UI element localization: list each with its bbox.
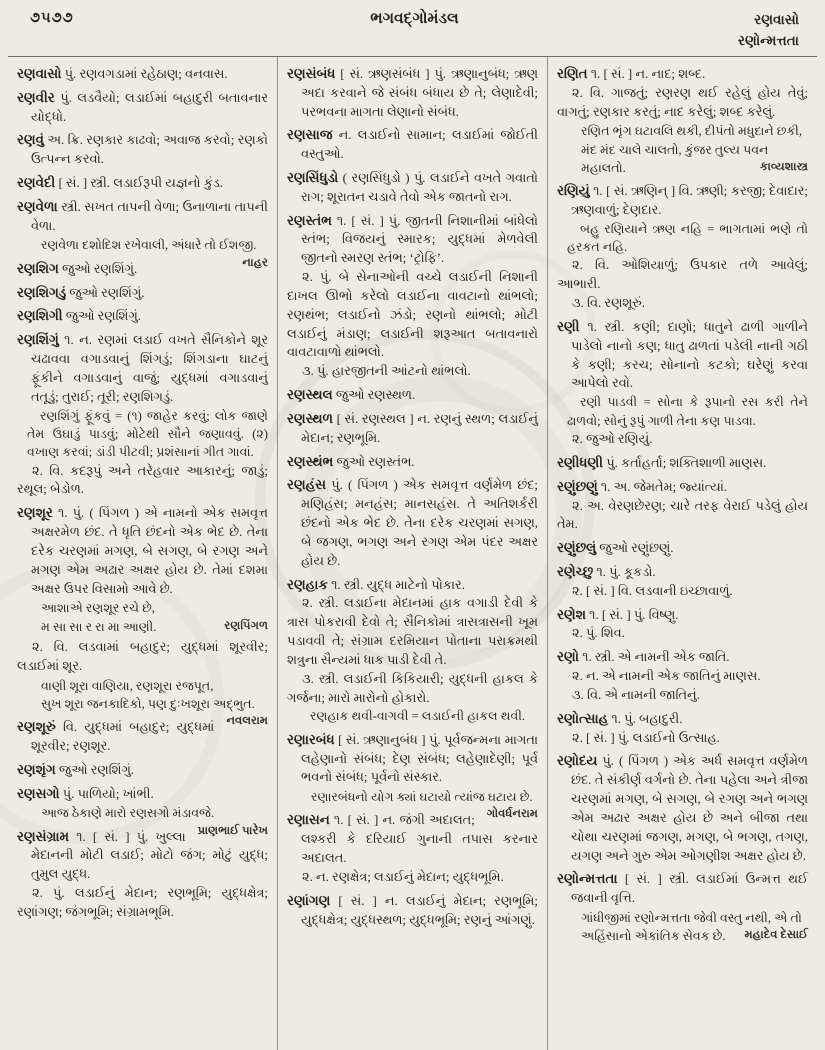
dictionary-entry [17,64,268,84]
entry-sense: ૨. અ. વેરણછેરણ; ચારે તરફ વેરાઈ પડેલું હોય તેમ. [557,498,808,532]
columns-container [8,57,817,1050]
entry-definition: રણહાક ૧. સ્ત્રી. યુદ્ધ માટેનો પોકાર. [287,576,465,592]
entry-headword: રણી [557,318,580,334]
entry-sense: ૨. વિ. કદરૂપું અને તરેહવાર આકારનું; જાડું; રથૂલ; બેડોળ. [17,463,268,497]
entry-headword: રણાસન [287,812,330,828]
page-number: ૭૫૭૭ [30,10,74,26]
dictionary-entry [557,64,808,177]
entry-sense: ૨. સ્ત્રી. લડાઈના મેદાનમાં હાક વગાડી દેવી કે ત્રાસ પોકરાવી દેવો તે; સૈનિકોમાં ત્રાસત્રાસની ખૂમ પડાવવી તે; સંગ્રામ દરમિયાન પોતાના પરાક્રમથી શત્રુના સૈન્યમાં ધાક પાડી દેવી તે. [287,596,538,667]
entry-headword: રણસ્થલ [287,387,333,403]
dictionary-entry [17,283,268,303]
entry-sense: ૩. પું. હારજીતની આંટનો થાંભલો. [302,364,471,379]
quote-attribution: નાહર [242,255,268,269]
entry-definition: રણસિંધુડો ( રણસિંધુડો ) પું. લડાઈને વખતે ગવાતો રાગ; શૂરાતન ચડાવે તેવો એક જાતનો રાગ. [287,169,538,204]
entry-definition: રણિત ૧. [ સં. ] ન. નાદ; શબ્દ. [557,65,706,81]
entry-headword: રણશિંગું [17,332,59,348]
entry-sense: ૨. વિ. ગાજતું; રણરણ થઈ રહેલું હોય તેવું; વાગતું; રણકાર કરતું; નાદ કરેલું; શબ્દ કરેલું. [557,85,808,119]
entry-headword: રણુંછણું [557,478,598,494]
entry-definition: રણી ૧. સ્ત્રી. કણી; દાણો; ધાતુને ઢાળી ગાળીને પાડેલો નાનો કણ; ધાતુ ઢાળતાં પડેલી નાની ગઠી કે કણી; કરચ; સોનાનો કટકો; ઘરેણું કરવા આપેલો રવો. [557,318,808,391]
entry-headword: રણોત્સાહ [557,710,609,726]
entry-definition: રણાસન ૧. [ સં. ] ન. જંગી અદાલત; લશ્કરી કે દરિયાઈ ગુનાની તપાસ કરનાર અદાલત. [287,812,538,866]
quote-line: મ સા સા ર રા મા આણી. રણપિંગળ [41,618,268,634]
quote-line: રણારબંધનો યોગ ક્યાં ઘટાયો ત્યાંજ ઘટાય છે. ગોવર્ધનરામ [311,788,538,806]
entry-definition: રણવું અ. ક્રિ. રણકાર કાઢવો; અવાજ કરવો; રણકો ઉત્પન્ન કરવો. [17,132,268,167]
quote-attribution: નવલરામ [226,714,268,728]
dictionary-entry [287,475,538,570]
dictionary-entry [557,453,808,473]
quote-attribution: રણપિંગળ [224,618,268,632]
quote-line: આશાએ રણશૂર રચે છે, [41,601,155,616]
entry-definition: રણોદય પું. ( પિંગળ ) એક અર્ધ સમવૃત્ત વર્ણમેળ છંદ. તે સંકીર્ણ વર્ગનો છે. તેના પહેલા અને ત્રીજા ચરણમાં મગણ, બે સગણ, બે રગણ અને ભગણ એમ અઢાર અક્ષર હોય છે અને બીજા તથા ચોથા ચરણમાં જગણ, મગણ, બે ભગણ, તગણ, યગણ અને ગુરુ એમ ઓગણીશ અક્ષર હોય છે. [557,753,808,863]
dictionary-entry [557,181,808,313]
dictionary-entry [287,64,538,121]
dictionary-entry [17,330,268,499]
entry-headword: રણેશ [557,606,586,622]
entry-sense: ૨. ન. એ નામની એક જાતિનું માણસ. [572,669,761,684]
guide-word-first: રણવાસો [754,12,799,27]
entry-definition: રણહંસ પું. ( પિંગળ ) એક સમવૃત્ત વર્ણમેળ છંદ; મણિહંસ; મનહંસ; માનસહંસ. તે અતિશર્કરી છંદનો એક ભેદ છે. તેના દરેક ચરણમાં સગણ, બે જગણ, ભગણ અને રગણ એમ પંદર અક્ષર હોય છે. [287,477,538,568]
column-1 [8,57,277,1050]
entry-headword: રણવેદી [17,174,56,190]
entry-headword: રણહાક [287,576,328,592]
dictionary-entry [287,409,538,448]
dictionary-entry [557,647,808,704]
page-header [8,6,817,57]
entry-sense: ૨. પું. બે સેનાઓની વચ્ચે લડાઈની નિશાની દાખલ ઊભો કરેલો લડાઈના વાવટાનો થાંભલો; રણથંભ; લડાઈનો ઝંડો; રણનો થાંભલો; મોટી લડાઈનું મંડાણ; લડાઈની શરૂઆત બતાવનારો વાવટાવાળો થાંભલો. [287,270,538,360]
quote-attribution: કાવ્યશાસ્ત્ર [759,159,808,173]
entry-definition: રણસંબંધ [ સં. ઋણસંબંધ ] પું. ઋણાનુબંધ; ઋણ અદા કરવાને જે સંબંધ બંધાય છે તે; લેણાદેવી; પરભવના માગતા લેણાનો સંબંધ. [287,65,538,119]
entry-sense: ૩. વિ. એ નામની જાતિનું. [572,687,700,702]
entry-definition: રણવેદી [ સં. ] સ્ત્રી. લડાઈરૂપી યજ્ઞનો કુંડ. [17,174,224,190]
dictionary-entry [557,709,808,748]
entry-quote [17,599,268,636]
entry-headword: રણસ્થંભ [287,453,334,469]
entry-definition: રણારબંધ [ સં. ઋણાનુબંધ ] પું. પૂર્વજન્મના માગતા લહેણાનો સંબંધ; દેણ સંબંધ; લહેણાદેણી; પૂર્વ ભવનો સંબંધ; પૂર્વનો સંસ્કાર. [287,731,538,785]
dictionary-entry [287,168,538,207]
entry-sense: ૨. જુઓ રણિયું. [572,432,653,447]
dictionary-entry [17,306,268,326]
entry-definition: રણશૂર ૧. પું. ( પિંગળ ) એ નામનો એક સમવૃત્ત અક્ષરમેળ છંદ. તે ધૃતિ છંદનો એક ભેદ છે. તેના દરેક ચરણમાં મગણ, બે સગણ, બે રગણ અને મગણ એમ અઢાર અક્ષર હોય છે. તેમાં દશમા અક્ષર ઉપર વિસામો આવે છે. [17,505,268,596]
entry-sense: ૨. પું. લડાઈનું મેદાન; રણભૂમિ; યુદ્ધક્ષેત્ર; રણાંગણ; જંગભૂમિ; સંગ્રામભૂમિ. [17,886,268,919]
entry-definition: રણવાસો પું. રણવગડામાં રહેઠાણ; વનવાસ. [17,65,228,81]
entry-headword: રણવાસો [17,65,62,81]
entry-idiom: રણશિંગું ફૂંકવું = (૧) જાહેર કરવું; લોક જાણે તેમ ઉઘાડું પાડવું; મોટેથી સૌને જણાવવું. (૨) વખાણ કરવાં; ડાંડી પીટવી; પ્રશંસાનાં ગીત ગાવાં. [27,408,268,460]
entry-headword: રણીધણી [557,454,603,470]
entry-sense: ૨. વિ. લડવામાં બહાદુર; યુદ્ધમાં શૂરવીર; લડાઈમાં શૂર. [17,639,268,673]
entry-definition: રણવીર પું. લડવૈયો; લડાઈમાં બહાદુરી બતાવનાર યોદ્ધો. [17,89,268,124]
dictionary-entry [557,317,808,449]
entry-headword: રણેચ્છુ [557,564,594,579]
quote-attribution: મહાદેવ દેસાઈ [744,928,808,942]
entry-definition: રણસાજ ન. લડાઈનો સામાન; લડાઈમાં જોઈતી વસ્તુઓ. [287,127,538,162]
entry-definition: રણસગો પું. પાળિયો; ખાંભી. [17,785,154,801]
entry-headword: રણહંસ [287,477,326,493]
dictionary-entry [17,173,268,193]
quote-line: રણિત ભૃંગ ઘટાવલિ થકી, દીપંતો મધુદાને છકી, [581,124,802,139]
entry-headword: રણશિગડું [17,284,67,300]
dictionary-entry [287,211,538,381]
entry-definition: રણશૂરું વિ. યુદ્ધમાં બહાદુર; યુદ્ધમાં શૂરવીર; રણશૂર. [17,719,215,753]
entry-headword: રણસગો [17,785,60,801]
entry-definition: રણશૃંગ જુઓ રણશિંગું. [17,761,135,777]
entry-quote [17,677,268,728]
entry-definition: રણુંછલું જુઓ રણુંછણું. [557,540,674,556]
entry-definition: રણિયું ૧. [ સં. ઋણિન્ ] વિ. ઋણી; કરજી; દેવાદાર; ઋણવાળું; દેણદાર. [557,183,808,217]
column-3 [547,57,817,1050]
dictionary-entry [17,827,268,922]
entry-definition: રણશિંગું ૧. ન. રણમાં લડાઈ વખતે સૈનિકોને શૂર ચઢાવવા વગાડવાનું શિંગડું; શિંગડાના ઘાટનું ફૂંકીને વગાડવાનું વાજું; યુદ્ધમાં વગાડવાનું તતૂડું; તુરાઈ; તૂરી; રણશિગડું. [17,332,268,404]
entry-definition: રણસ્તંભ ૧. [ સં. ] પું. જીતની નિશાનીમાં બાંધેલો સ્તંભ; વિજયનું સ્મારક; યુદ્ધમાં મેળવેલી જીતનો સ્મરણ સ્તંભ; ‘ટ્રોફિ’. [287,212,538,266]
entry-headword: રણસાજ [287,127,333,143]
quote-line: વાણી શૂરા વાણિયા, રણશૂરા રજપૂત, [41,678,214,693]
dictionary-entry [17,503,268,728]
entry-sense: ૨. [ સં. ] પું. લડાઈનો ઉત્સાહ. [572,730,720,745]
entry-headword: રણશિગ [17,260,59,276]
quote-line: રણવેળા દશોદિશ રખેવાલી, અંધારે તો ઈશજી. નાહર [41,236,268,254]
entry-definition: રણસ્થલ જુઓ રણસ્થળ. [287,387,416,403]
entry-headword: રણસ્થળ [287,410,333,426]
dictionary-entry [557,477,808,534]
dictionary-entry [17,760,268,780]
entry-headword: રણુંછલું [557,540,597,556]
entry-idiom: બહુ રણિયાને ઋણ નહિ = ભાગતામાં ભણે તો હરકત નહિ. [567,221,808,255]
entry-definition: રણવેળા સ્ત્રી. સખત તાપની વેળા; ઉનાળાના તાપની વેળા. [17,198,268,233]
entry-sense: ૨. પું. શિવ. [572,626,625,641]
entry-headword: રણોન્મત્તતા [557,871,618,887]
guide-words [649,10,799,52]
entry-definition: રણેશ ૧. [ સં. ] પું. વિષ્ણુ. [557,606,679,622]
dictionary-entry [557,562,808,601]
entry-definition: રણશિગ જુઓ રણશિંગું. [17,260,138,276]
entry-headword: રણશૃંગ [17,761,56,777]
dictionary-entry [557,605,808,644]
entry-headword: રણશૂરું [17,719,56,735]
entry-headword: રણિત [557,65,588,81]
dictionary-entry [17,88,268,127]
entry-definition: રણેચ્છુ ૧. પું. કૂકડો. [557,564,656,579]
dictionary-entry [287,575,538,726]
entry-definition: રણસ્થળ [ સં. રણસ્થલ ] ન. રણનું સ્થળ; લડાઈનું મેદાન; રણભૂમિ. [287,410,538,445]
entry-definition: રણીધણી પું. કર્તાહર્તા; શક્તિશાળી માણસ. [557,454,767,470]
entry-sense: ૨. [ સં. ] વિ. લડવાની ઇચ્છાવાળું. [572,583,733,598]
entry-headword: રણશૂર [17,505,53,521]
entry-definition: રણસ્થંભ જુઓ રણસ્તંભ. [287,453,415,469]
entry-idiom: રણી પાડવી = સોના કે રૂપાનો રસ કરી તેને ઢાળવો; સોનું રૂપું ગાળી તેના કણ પાડવા. [567,395,808,428]
dictionary-entry [287,125,538,164]
dictionary-entry [557,869,808,945]
quote-line: મંદ મંદ ચાલે ચાલતો, કુંજર તુલ્ય પવન મહાલતો. કાવ્યશાસ્ત્ર [581,142,808,175]
entry-headword: રણસંગ્રામ [17,828,69,844]
entry-quote [557,909,808,946]
column-2 [277,57,547,1050]
quote-attribution: પ્રાણભાઈ પારેખ [197,823,268,837]
quote-line: સુખ શૂરા જનકાદિકો, પણ દુઃખશૂરા અદ્ભુત. નવલરામ [41,695,268,713]
dictionary-entry [287,385,538,405]
entry-headword: રણસ્તંભ [287,212,332,228]
entry-definition: રણુંછણું ૧. અ. જેમતેમ; જ્યાંત્યાં. [557,478,728,494]
dictionary-entry [287,452,538,472]
entry-idiom: રણહાક થવી-વાગવી = લડાઈની હાકલ થવી. [310,709,526,724]
dictionary-entry [287,891,538,930]
entry-headword: રણસિંધુડો [287,169,339,185]
quote-line: ગાંધીજીમાં રણોન્મત્તતા જેવી વસ્તુ નથી, એ તો અહિંસાનો એકાંતિક સેવક છે. મહાદેવ દેસાઈ [581,911,808,944]
dictionary-entry [17,130,268,169]
entry-sense: ૩. વિ. રણશૂરું. [572,296,645,311]
dictionary-entry [557,751,808,865]
guide-word-last: રણોન્મત્તતા [738,32,799,48]
entry-headword: રણારબંધ [287,731,335,747]
entry-headword: રણવું [17,132,44,148]
entry-headword: રણોદય [557,753,598,769]
entry-headword: રણો [557,649,579,665]
entry-headword: રણસંબંધ [287,65,336,81]
dictionary-entry [557,538,808,558]
entry-headword: રણવેળા [17,198,58,214]
entry-definition: રણશિગી જુઓ રણશિંગું. [17,308,141,324]
entry-sense: ૨. ન. રણક્ષેત્ર; લડાઈનું મેદાન; યુદ્ધભૂમિ. [302,869,504,884]
entry-definition: રણાંગણ [ સં. ] ન. લડાઈનું મેદાન; રણભૂમિ; યુદ્ધક્ષેત્ર; યુદ્ધસ્થળ; યુદ્ધભૂમિ; રણનું આંગણું. [287,892,538,927]
book-title: ભગવદ્ગોમંડલ [370,10,459,27]
entry-headword: રણિયું [557,183,590,199]
entry-headword: રણવીર [17,89,55,105]
entry-sense: ૨. વિ. ઓશિયાળું; ઉપકાર તળે આવેલું; આભારી. [557,258,808,292]
entry-headword: રણાંગણ [287,892,331,908]
entry-quote [557,122,808,177]
entry-definition: રણોત્સાહ ૧. પું. બહાદુરી. [557,710,683,726]
entry-sense: ૩. સ્ત્રી. લડાઈની કિકિયારી; યુદ્ધની હાકલ કે ગર્જના; મારો મારોનો હોકારો. [287,671,538,705]
entry-definition: રણશિગડું જુઓ રણશિંગું. [17,284,145,300]
entry-headword: રણશિગી [17,308,63,324]
quote-line: આજ ઠેકાણે મારો રણસગો મંડાવજે. પ્રાણભાઈ પારેખ [41,804,268,822]
quote-attribution: ગોવર્ધનરામ [486,807,538,821]
entry-definition: રણસંગ્રામ ૧. [ સં. ] પું. ખુલ્લા મેદાનની મોટી લડાઈ; મોટો જંગ; મોટું યુદ્ધ; તુમુલ યુદ્ધ. [17,828,268,882]
entry-definition: રણો ૧. સ્ત્રી. એ નામની એક જાતિ. [557,649,730,665]
entry-definition: રણોન્મત્તતા [ સં. ] સ્ત્રી. લડાઈમાં ઉન્મત્ત થઈ જવાની વૃત્તિ. [557,871,808,906]
